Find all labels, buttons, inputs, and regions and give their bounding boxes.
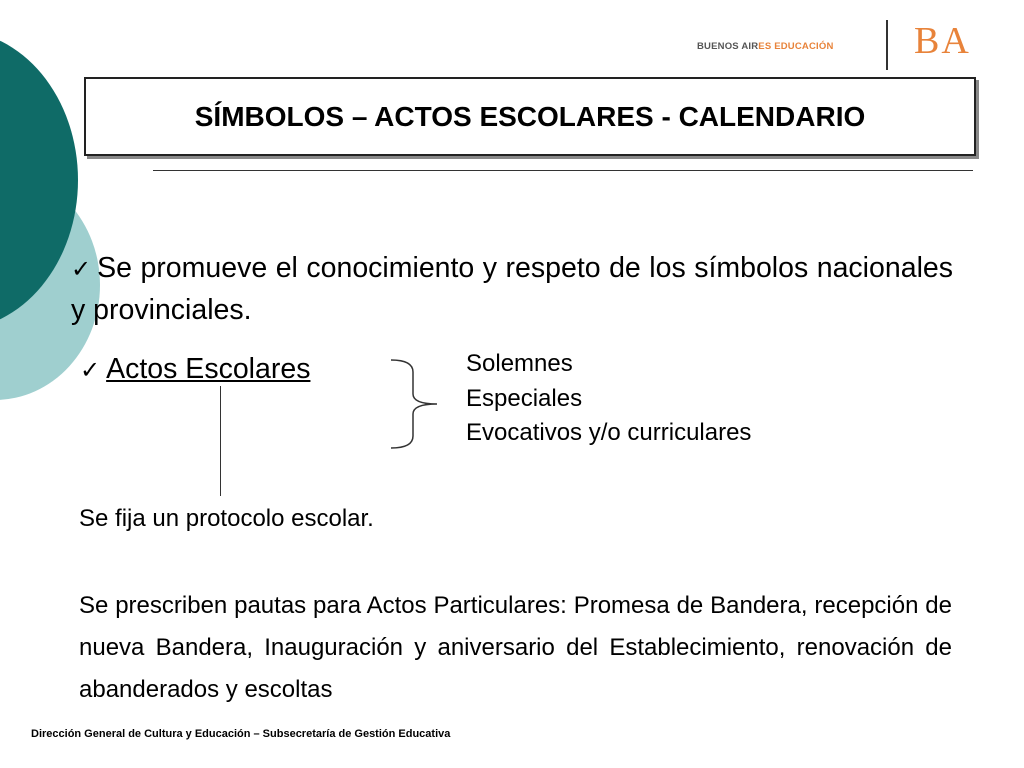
checkmark-icon: ✓ [71,256,92,283]
title-box [84,77,976,156]
connector-line [220,386,221,496]
bullet-text: Se promueve el conocimiento y respeto de los símbolos nacionales y provinciales. [71,252,953,326]
guidelines-paragraph: Se prescriben pautas para Actos Particulares: Promesa de Bandera, recepción de nueva Bandera, Inauguración y aniversario del Establecimiento, renovación de abanderados y escoltas [79,592,952,703]
title-underline-rule [153,170,973,171]
bullet-text: Actos Escolares [106,353,311,385]
bullet-actos [80,349,310,391]
footer-text: Dirección General de Cultura y Educación – Subsecretaría de Gestión Educativa [31,728,451,740]
checkmark-icon: ✓ [80,357,101,384]
protocol-paragraph: Se fija un protocolo escolar. [79,505,374,532]
logo-divider [886,20,888,70]
act-type-item: Evocativos y/o curriculares [466,419,752,446]
ba-logo: BA [914,20,971,62]
curly-brace-icon [389,358,441,450]
act-types-list [466,347,751,451]
act-type-item: Especiales [466,384,583,412]
bullet-symbols [71,248,953,330]
buenos-aires-educacion-logo: BUENOS AIRES EDUCACIÓN [697,41,834,52]
act-type-item: Solemnes [466,350,573,377]
slide-title: SÍMBOLOS – ACTOS ESCOLARES - CALENDARIO [194,100,866,132]
